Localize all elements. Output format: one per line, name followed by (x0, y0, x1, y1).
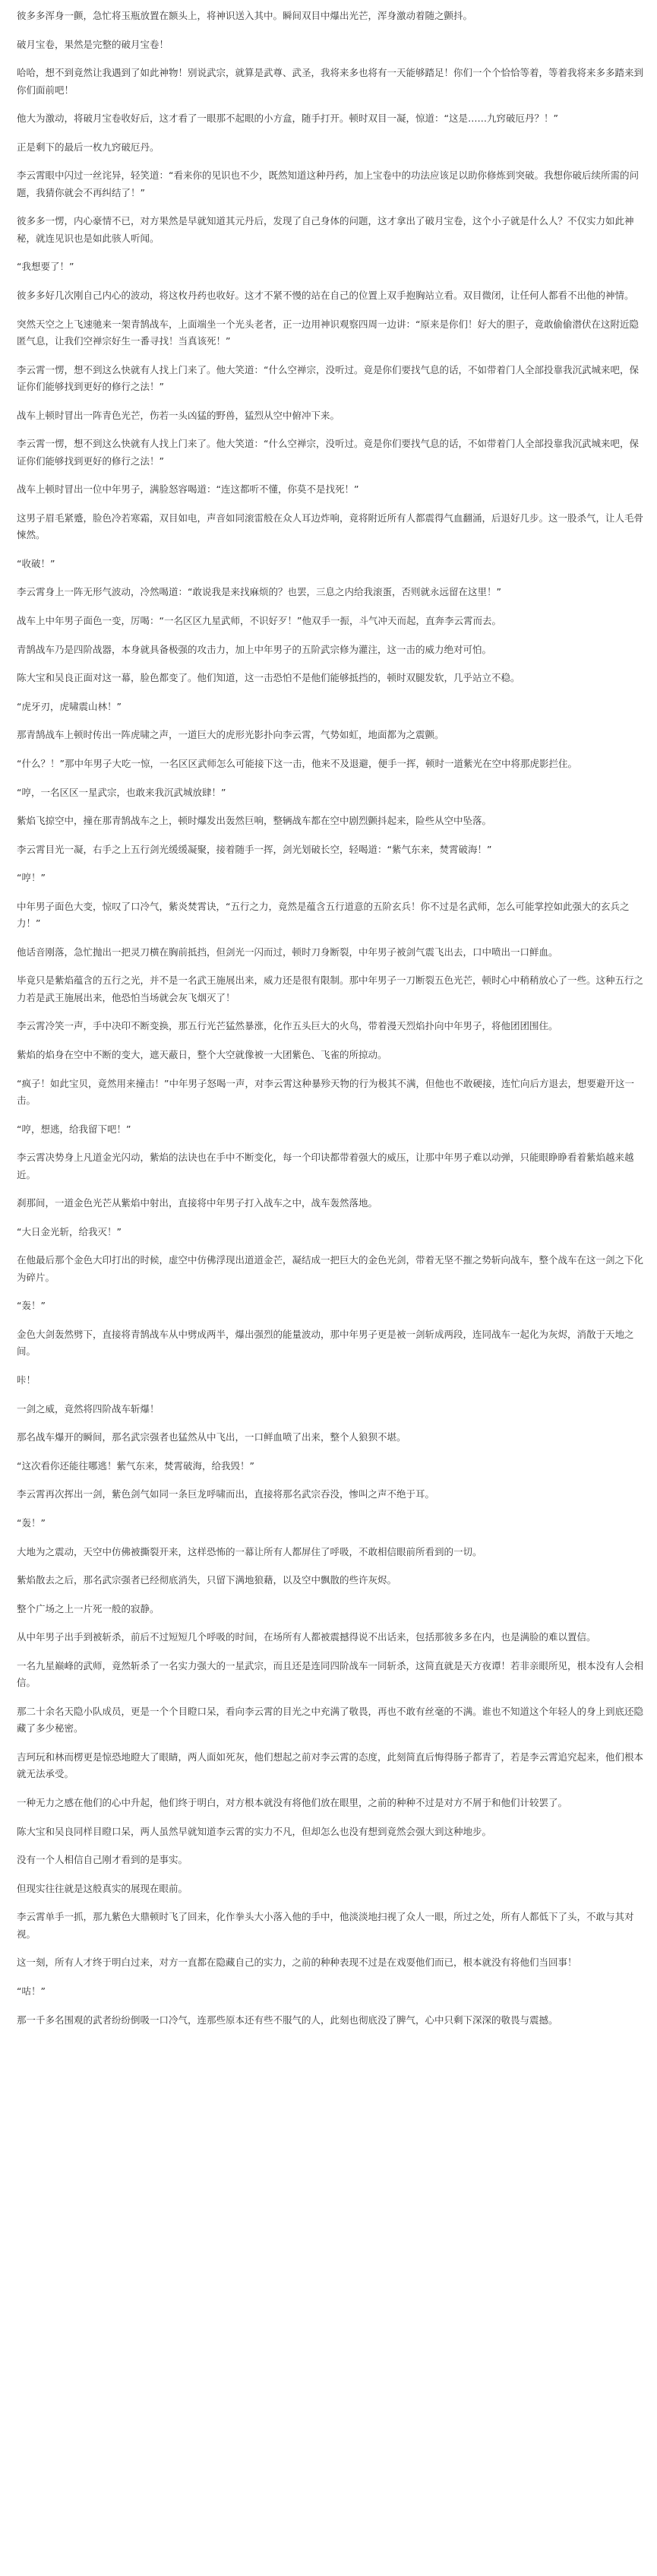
paragraph: 紫焰飞掠空中，撞在那青鹄战车之上，顿时爆发出轰然巨响，整辆战车都在空中剧烈颤抖起来，险些从空中坠落。 (17, 815, 492, 827)
paragraph: “大日金光斩，给我灭！” (17, 1225, 122, 1237)
paragraph: “轰！” (17, 1300, 46, 1312)
paragraph: 哈哈，想不到竟然让我遇到了如此神物！别说武宗，就算是武尊、武圣，我将来多也将有一天能够踏足！你们一个个恰恰等着，等着我将来多多踏来到你们面前吧！ (17, 67, 644, 96)
paragraph: 青鹄战车乃是四阶战器，本身就具备极强的攻击力，加上中年男子的五阶武宗修为灌注，这一击的威力绝对可怕。 (17, 643, 492, 655)
paragraph: 毕竟只是紫焰蕴含的五行之光，并不是一名武王施展出来，威力还是很有限制。那中年男子一刀断裂五色光芒，顿时心中稍稍放心了一些。这种五行之力若是武王施展出来，他恐怕当场就会灰飞烟灭了！ (17, 974, 644, 1003)
paragraph: 彼多多好几次刚自己内心的波动，将这枚丹药也收好。这才不紧不慢的站在自己的位置上双手抱胸站立看。双目微闭，让任何人都看不出他的神情。 (17, 289, 634, 301)
paragraph: 紫焰的焰身在空中不断的变大，遮天蔽日，整个大空就像被一大团紫色、飞雀的所掠动。 (17, 1049, 387, 1061)
paragraph: 没有一个人相信自己刚才看到的是事实。 (17, 1854, 188, 1866)
paragraph: 这一刻，所有人才终于明白过来，对方一直都在隐藏自己的实力，之前的种种表现不过是在戏耍他们而已，根本就没有将他们当回事！ (17, 1957, 577, 1969)
paragraph: 咔！ (17, 1374, 36, 1386)
paragraph: 这男子眉毛紧蹙，脸色冷若寒霜，双目如电，声音如同滚雷般在众人耳边炸响，竟将附近所有人都震得气血翻涌，后退好几步。这一股杀气，让人毛骨悚然。 (17, 512, 644, 541)
paragraph: 陈大宝和吴良同样目瞪口呆，两人虽然早就知道李云霄的实力不凡，但却怎么也没有想到竟然会强大到这种地步。 (17, 1825, 492, 1837)
paragraph: “什么？！”那中年男子大吃一惊，一名区区武师怎么可能接下这一击，他来不及退避，便手一挥，顿时一道紫光在空中将那虎影拦住。 (17, 757, 577, 769)
paragraph: 李云霄决势身上凡道金光闪动，紫焰的法诀也在手中不断变化，每一个印诀都带着强大的威压，让那中年男子难以动弹，只能眼睁睁看着紫焰越来越近。 (17, 1152, 634, 1180)
paragraph: 陈大宝和吴良正面对这一幕，脸色都变了。他们知道，这一击恐怕不是他们能够抵挡的，顿时双腿发软，几乎站立不稳。 (17, 672, 520, 684)
paragraph: “轰！” (17, 1517, 46, 1529)
paragraph: 一名九星巅峰的武师，竟然斩杀了一名实力强大的一星武宗，而且还是连同四阶战车一同斩杀，这简直就是天方夜谭！若非亲眼所见，根本没有人会相信。 (17, 1659, 644, 1689)
paragraph: 那一千多名围观的武者纷纷倒吸一口冷气，连那些原本还有些不服气的人，此刻也彻底没了脾气，心中只剩下深深的敬畏与震撼。 (17, 2014, 558, 2026)
paragraph: 李云霄目光一凝，右手之上五行剑光缓缓凝聚，接着随手一挥，剑光划破长空，轻喝道：“紫气东来，焚霄破海！” (17, 843, 492, 855)
paragraph: 在他最后那个金色大印打出的时候，虚空中仿佛浮现出道道金芒，凝结成一把巨大的金色光剑，带着无坚不摧之势斩向战车，整个战车在这一剑之下化为碎片。 (17, 1254, 644, 1283)
paragraph: 那名战车爆开的瞬间，那名武宗强者也猛然从中飞出，一口鲜血喷了出来，整个人狼狈不堪。 (17, 1431, 406, 1443)
paragraph: 战车上顿时冒出一阵青色光芒，伤若一头凶猛的野兽，猛烈从空中俯冲下来。 (17, 409, 340, 421)
paragraph: 正是剩下的最后一枚九窍破厄丹。 (17, 141, 160, 153)
paragraph: 但现实往往就是这般真实的展现在眼前。 (17, 1882, 188, 1894)
paragraph: 金色大剑轰然劈下，直接将青鹄战车从中劈成两半，爆出强烈的能量波动，那中年男子更是被一剑斩成两段，连同战车一起化为灰烬，消散于天地之间。 (17, 1329, 634, 1358)
paragraph: 战车上顿时冒出一位中年男子，满脸怒容喝道：“连这都听不懂，你莫不是找死！” (17, 483, 359, 496)
paragraph: “哼，想逃，给我留下吧！” (17, 1123, 131, 1135)
paragraph: 彼多多浑身一颤，急忙将玉瓶放置在额头上，将神识送入其中。瞬间双目中爆出光芒，浑身激动着随之颤抖。 (17, 10, 473, 21)
paragraph: 一种无力之感在他们的心中升起，他们终于明白，对方根本就没有将他们放在眼里，之前的种种不过是对方不屑于和他们计较罢了。 (17, 1796, 568, 1808)
paragraph: “这次看你还能往哪逃！紫气东来，焚霄破海，给我毁！” (17, 1459, 254, 1472)
paragraph: “哼，一名区区一星武宗，也敢来我沉武城放肆！” (17, 786, 226, 798)
paragraph: 破月宝卷，果然是完整的破月宝卷！ (17, 38, 169, 50)
paragraph: 李云霄一愣，想不到这么快就有人找上门来了。他大笑道：“什么空禅宗，没听过。竟是你们要找气息的话，不如带着门人全部投靠我沉武城来吧，保证你们能够找到更好的修行之法！” (17, 363, 639, 392)
paragraph: 李云霄一愣，想不到这么快就有人找上门来了。他大笑道：“什么空禅宗，没听过。竟是你们要找气息的话，不如带着门人全部投靠我沉武城来吧，保证你们能够找到更好的修行之法！” (17, 438, 639, 467)
paragraph: 战车上中年男子面色一变，厉喝：“一名区区九星武师，不识好歹！”他双手一振，斗气冲天而起，直奔李云霄而去。 (17, 614, 501, 626)
paragraph: “疯子！如此宝贝，竟然用来撞击！”中年男子怒喝一声，对李云霄这种暴殄天物的行为极其不满，但他也不敢硬接，连忙向后方退去，想要避开这一击。 (17, 1077, 634, 1107)
paragraph: 彼多多一愣，内心豪情不已，对方果然是早就知道其元丹后，发现了自己身体的问题，这才拿出了破月宝卷，这个小子就是什么人？不仅实力如此神秘，就连见识也是如此骇人听闻。 (17, 215, 634, 244)
paragraph: “虎牙刃，虎啸震山林！” (17, 700, 122, 712)
paragraph: 大地为之震动，天空中仿佛被撕裂开来，这样恐怖的一幕让所有人都屏住了呼吸，不敢相信眼前所看到的一切。 (17, 1545, 482, 1557)
paragraph: 李云霄身上一阵无形气波动，冷然喝道：“敢说我是来找麻烦的？也罢，三息之内给我滚蛋，否则就永远留在这里！” (17, 586, 501, 598)
paragraph: 李云霄单手一抓，那九紫色大鼎顿时飞了回来，化作拳头大小落入他的手中，他淡淡地扫视了众人一眼，所过之处，所有人都低下了头，不敢与其对视。 (17, 1911, 634, 1940)
paragraph: 紫焰散去之后，那名武宗强者已经彻底消失，只留下满地狼藉，以及空中飘散的些许灰烬。 (17, 1574, 397, 1586)
paragraph: 李云霄眼中闪过一丝诧异，轻笑道：“看来你的见识也不少，既然知道这种丹药，加上宝卷中的功法应该足以助你修炼到突破。我想你破后续所需的问题，我猜你就会不再纠结了！” (17, 170, 639, 198)
paragraph: 那青鹄战车上顿时传出一阵虎啸之声，一道巨大的虎形光影扑向李云霄，气势如虹，地面都为之震颤。 (17, 729, 444, 741)
paragraph: “我想要了！” (17, 261, 74, 273)
paragraph: 整个广场之上一片死一般的寂静。 (17, 1602, 160, 1614)
paragraph: 吉珂玩和林而楞更是惊恐地瞪大了眼睛，两人面如死灰，他们想起之前对李云霄的态度，此刻简直后悔得肠子都青了，若是李云霄追究起来，他们根本就无法承受。 (17, 1751, 644, 1780)
paragraph: “咕！” (17, 1985, 46, 1997)
paragraph: 他大为激动，将破月宝卷收好后，这才看了一眼那不起眼的小方盒，随手打开。顿时双目一凝，惊道：“这是……九窍破厄丹？！” (17, 112, 558, 125)
paragraph: 那二十余名天隐小队成员，更是一个个目瞪口呆，看向李云霄的目光之中充满了敬畏，再也不敢有丝毫的不满。谁也不知道这个年轻人的身上到底还隐藏了多少秘密。 (17, 1705, 644, 1735)
paragraph: “收破！” (17, 557, 55, 569)
paragraph: 一剑之威，竟然将四阶战车斩爆！ (17, 1402, 160, 1415)
paragraph: 中年男子面色大变，惊叹了口冷气，紫炎焚霄诀，“五行之力，竟然是蕴含五行道意的五阶玄兵！你不过是名武师，怎么可能掌控如此强大的玄兵之力！” (17, 900, 630, 930)
paragraph: “哼！” (17, 872, 46, 884)
paragraph: 刹那间，一道金色光芒从紫焰中射出，直接将中年男子打入战车之中，战车轰然落地。 (17, 1197, 378, 1209)
paragraph: 他话音刚落，急忙抛出一把灵刀横在胸前抵挡，但剑光一闪而过，顿时刀身断裂，中年男子被剑气震飞出去，口中喷出一口鲜血。 (17, 946, 558, 958)
paragraph: 从中年男子出手到被斩杀，前后不过短短几个呼吸的时间，在场所有人都被震撼得说不出话来，包括那彼多多在内，也是满脸的难以置信。 (17, 1631, 596, 1643)
paragraph: 李云霄再次挥出一剑，紫色剑气如同一条巨龙呼啸而出，直接将那名武宗吞没，惨叫之声不绝于耳。 (17, 1488, 435, 1500)
paragraph: 李云霄冷笑一声，手中决印不断变换，那五行光芒猛然暴涨，化作五头巨大的火鸟，带着漫天烈焰扑向中年男子，将他团团围住。 (17, 1020, 558, 1032)
paragraph: 突然天空之上飞速驰来一架青鹄战车，上面端坐一个光头老者，正一边用神识观察四周一边讲：“原来是你们！好大的胆子，竟敢偷偷潜伏在这附近隐匿气息，让我们空禅宗好生一番寻找！当真该死！” (17, 318, 639, 347)
